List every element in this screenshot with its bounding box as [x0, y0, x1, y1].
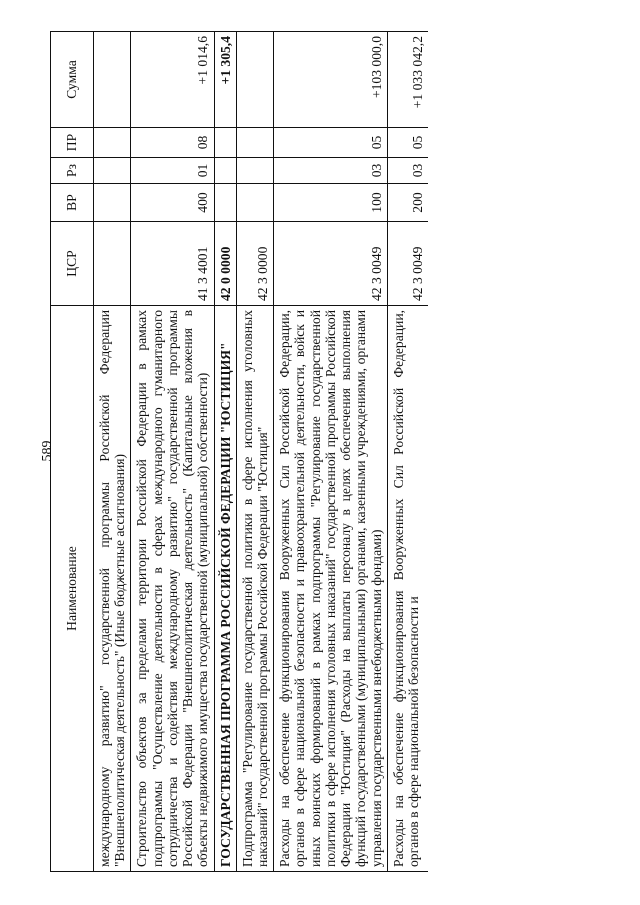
row-csr: 42 0 0000: [214, 222, 236, 306]
row-name: Подпрограмма "Регулирование государственной политики в сфере исполнения уголовных наказаний" государственной программы Российской Федерации "Юстиция": [236, 306, 273, 872]
header-rz: Рз: [51, 158, 94, 184]
table-row: [131, 32, 214, 872]
row-pr: 08: [131, 128, 214, 158]
row-sum: +1 033 042,2: [387, 32, 428, 128]
header-sum: Сумма: [51, 32, 94, 128]
header-vr: ВР: [51, 184, 94, 222]
row-vr: [214, 184, 236, 222]
table-row: [94, 32, 131, 872]
row-csr: 42 3 0049: [274, 222, 388, 306]
table-row: [214, 32, 236, 872]
budget-table: [50, 31, 428, 872]
row-pr: [214, 128, 236, 158]
table-row: [236, 32, 273, 872]
row-csr: 42 3 0000: [236, 222, 273, 306]
row-rz: 01: [131, 158, 214, 184]
row-name: Строительство объектов за пределами территории Российской Федерации в рамках подпрограммы "Осуществление деятельности в сферах международного гуманитарного сотрудничества и содействия международному развитию" государственной программы Российской Федерации "Внешнеполитическая деятельность" (Капитальные вложения в объекты недвижимого имущества государственной (муниципальной) собственности): [131, 306, 214, 872]
row-rz: [94, 158, 131, 184]
row-rz: [214, 158, 236, 184]
row-pr: 05: [274, 128, 388, 158]
row-sum: [236, 32, 273, 128]
row-vr: 200: [387, 184, 428, 222]
row-name: Расходы на обеспечение функционирования Вооруженных Сил Российской Федерации, органов в сфере национальной безопасности и правоохранительной деятельности, войск и иных воинских формирований в рамках подпрограммы "Регулирование государственной политики в сфере исполнения уголовных наказаний" государственной программы Российской Федерации "Юстиция" (Расходы на выплаты персоналу в целях обеспечения выполнения функций государственными (муниципальными) органами, казенными учреждениями, органами управления государственными внебюджетными фондами): [274, 306, 388, 872]
row-sum: +1 305,4: [214, 32, 236, 128]
row-vr: [236, 184, 273, 222]
header-pr: ПР: [51, 128, 94, 158]
row-sum: +1 014,6: [131, 32, 214, 128]
row-sum: [94, 32, 131, 128]
row-sum: +103 000,0: [274, 32, 388, 128]
row-name: Расходы на обеспечение функционирования Вооруженных Сил Российской Федерации, органов в сфере национальной безопасности и: [387, 306, 428, 872]
row-pr: [94, 128, 131, 158]
row-name: международному развитию" государственной программы Российской Федерации "Внешнеполитическая деятельность" (Иные бюджетные ассигнования): [94, 306, 131, 872]
row-rz: 03: [387, 158, 428, 184]
budget-table-page: [50, 32, 590, 872]
header-csr: ЦСР: [51, 222, 94, 306]
table-row: [274, 32, 388, 872]
row-pr: 05: [387, 128, 428, 158]
row-rz: 03: [274, 158, 388, 184]
row-name: ГОСУДАРСТВЕННАЯ ПРОГРАММА РОССИЙСКОЙ ФЕДЕРАЦИИ "ЮСТИЦИЯ": [214, 306, 236, 872]
row-vr: 100: [274, 184, 388, 222]
row-csr: 41 3 4001: [131, 222, 214, 306]
page-number: 589: [40, 440, 55, 462]
row-csr: 42 3 0049: [387, 222, 428, 306]
row-pr: [236, 128, 273, 158]
header-name: Наименование: [51, 306, 94, 872]
row-vr: [94, 184, 131, 222]
table-header-row: [51, 32, 94, 872]
row-csr: [94, 222, 131, 306]
row-rz: [236, 158, 273, 184]
table-row: [387, 32, 428, 872]
row-vr: 400: [131, 184, 214, 222]
